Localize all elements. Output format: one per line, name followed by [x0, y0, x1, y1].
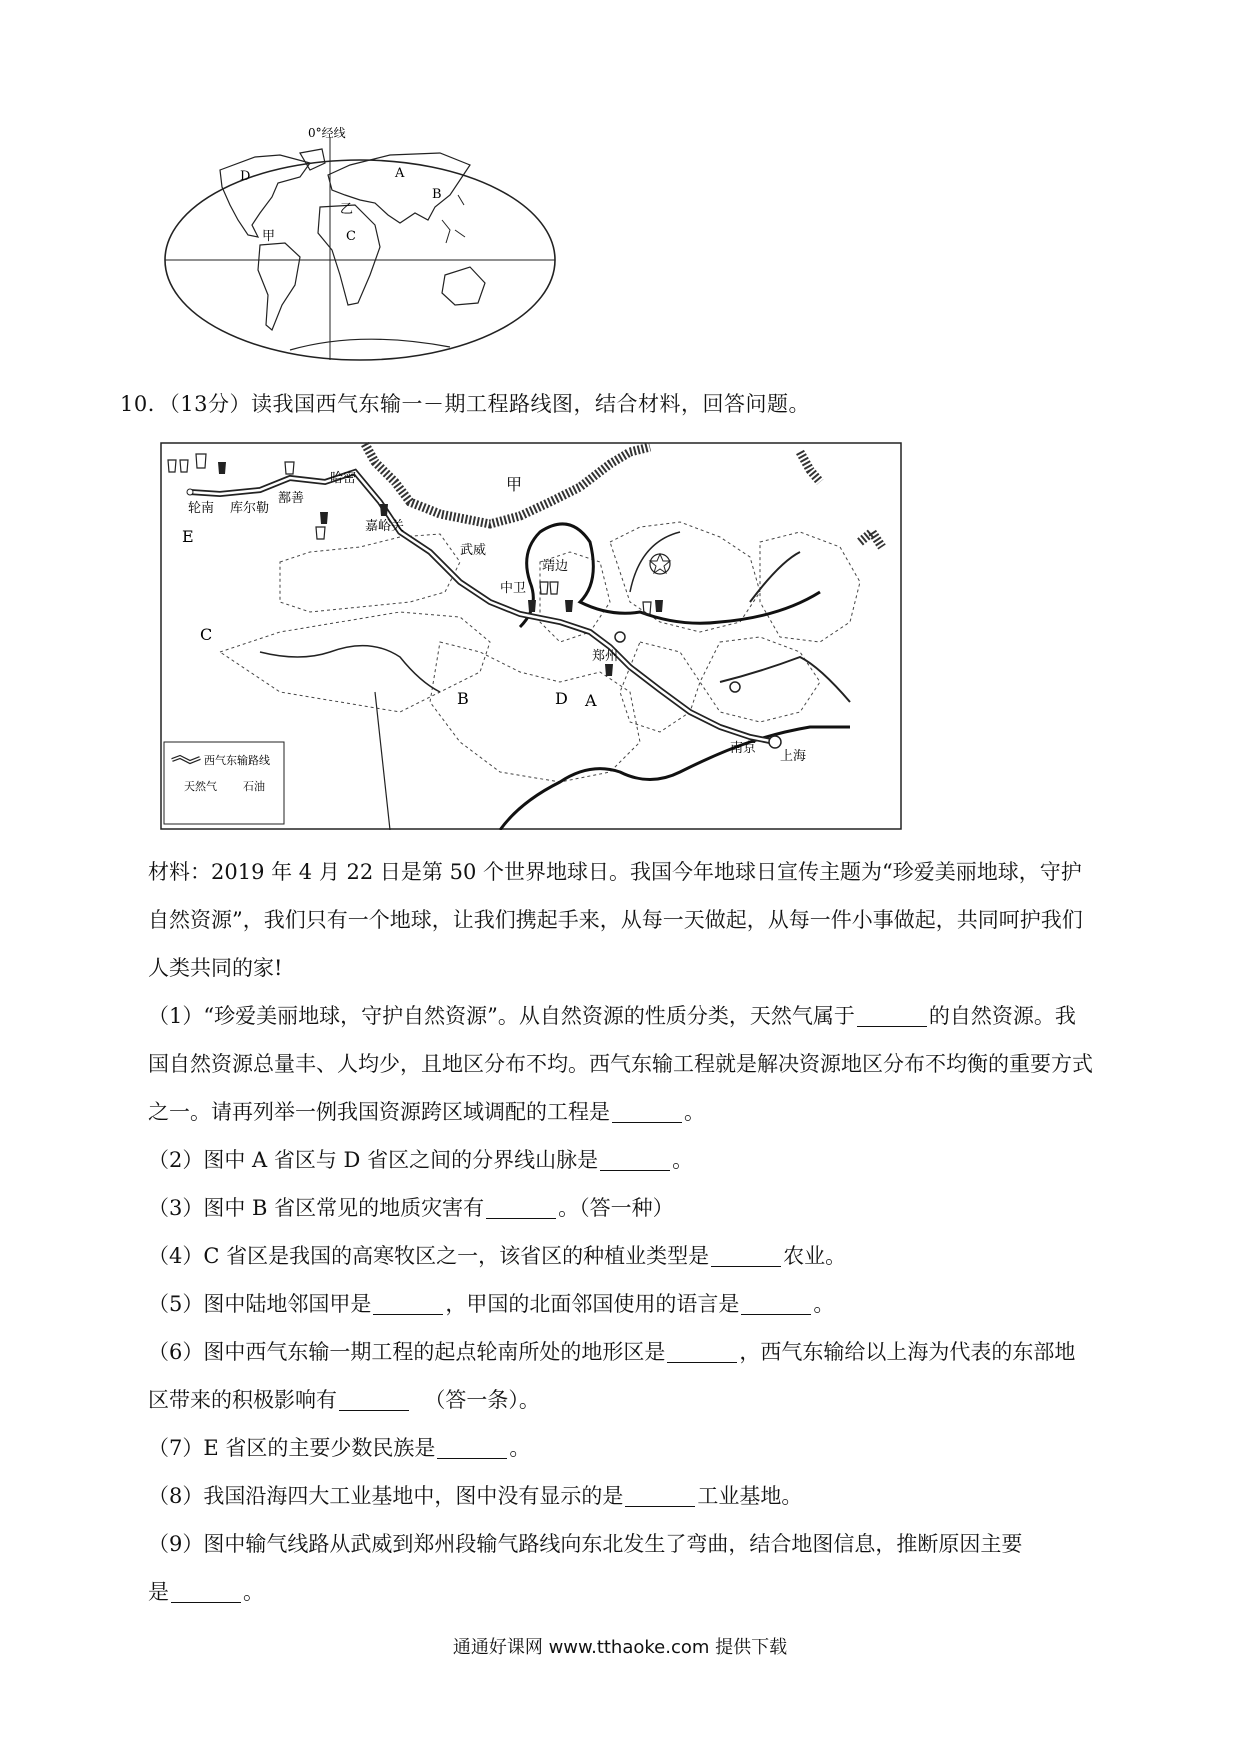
city-shanghai: 上海: [780, 749, 807, 764]
q2-text-b: 。: [672, 1148, 694, 1172]
city-zhongwei: 中卫: [500, 581, 527, 596]
q9-line-1: [148, 1520, 1123, 1568]
material-section: [148, 848, 1123, 992]
world-label-jia: 甲: [262, 229, 276, 244]
q1-text-e: 。: [684, 1100, 705, 1124]
q5-line: [148, 1280, 1123, 1328]
region-e: E: [182, 527, 194, 546]
page-footer: 通通好课网 www.tthaoke.com 提供下载: [452, 1637, 788, 1658]
world-label-a: A: [395, 166, 405, 181]
questions-section: [148, 992, 1123, 1616]
q4-text-b: 农业。: [783, 1244, 847, 1268]
world-label-d: D: [240, 169, 251, 184]
q9-blank[interactable]: [171, 1580, 241, 1603]
china-pipeline-map: [160, 442, 902, 830]
q9-text-b: 是: [148, 1580, 169, 1604]
q9-line-2: [148, 1568, 1123, 1616]
q1-blank-2[interactable]: [612, 1100, 682, 1123]
city-wuwei: 武威: [460, 543, 487, 558]
city-kuerle: 库尔勒: [230, 501, 270, 516]
world-label-c: C: [346, 229, 356, 244]
q6-line-2: [148, 1376, 1123, 1424]
q2-blank[interactable]: [600, 1148, 670, 1171]
q1-text-c: 国自然资源总量丰、人均少，且地区分布不均。西气东输工程就是解决资源地区分布不均衡的重要方式: [148, 1052, 1093, 1076]
q1-line-1: [148, 992, 1123, 1040]
q7-line: [148, 1424, 1123, 1472]
q4-text-a: （4）C 省区是我国的高寒牧区之一，该省区的种植业类型是: [148, 1244, 710, 1268]
q7-text-a: （7）E 省区的主要少数民族是: [148, 1436, 436, 1460]
q7-text-b: 。: [509, 1436, 531, 1460]
q6-line-1: [148, 1328, 1123, 1376]
region-a: A: [585, 691, 597, 710]
q3-text-b: 。（答一种）: [558, 1196, 674, 1220]
q7-blank[interactable]: [437, 1436, 507, 1459]
material-line-1: 材料：2019 年 4 月 22 日是第 50 个世界地球日。我国今年地球日宣传主题为“珍爱美丽地球，守护: [148, 860, 1082, 884]
question-10-header: 10．（13分）读我国西气东输一－期工程路线图，结合材料，回答问题。: [120, 392, 810, 416]
region-d: D: [555, 689, 568, 708]
q6-text-c: 区带来的积极影响有: [148, 1388, 337, 1412]
q8-line: [148, 1472, 1123, 1520]
q6-blank-1[interactable]: [667, 1340, 737, 1363]
city-zhengzhou: 郑州: [592, 649, 619, 664]
q5-blank-2[interactable]: [741, 1292, 811, 1315]
city-jiayuguan: 嘉峪关: [365, 519, 405, 534]
q6-blank-2[interactable]: [339, 1388, 409, 1411]
world-label-b: B: [432, 187, 442, 202]
legend-oil-label: 石油: [243, 780, 265, 793]
material-line-3: 人类共同的家!: [148, 956, 283, 980]
q1-text-b: 的自然资源。我: [928, 1004, 1076, 1028]
meridian-label: 0°经线: [308, 126, 346, 140]
q6-text-a: （6）图中西气东输一期工程的起点轮南所处的地形区是: [148, 1340, 666, 1364]
map-legend: [164, 742, 284, 824]
region-jia: 甲: [506, 475, 523, 494]
q1-text-d: 之一。请再列举一例我国资源跨区域调配的工程是: [148, 1100, 610, 1124]
q8-text-b: 工业基地。: [697, 1484, 803, 1508]
q3-line: [148, 1184, 1123, 1232]
city-lunnan: 轮南: [188, 501, 215, 516]
q6-text-b: ，西气东输给以上海为代表的东部地: [739, 1340, 1076, 1364]
q4-blank[interactable]: [711, 1244, 781, 1267]
q3-blank[interactable]: [486, 1196, 556, 1219]
q2-line: [148, 1136, 1123, 1184]
q3-text-a: （3）图中 B 省区常见的地质灾害有: [148, 1196, 485, 1220]
material-line-2: 自然资源”，我们只有一个地球，让我们携起手来，从每一天做起，从每一件小事做起，共同呵护我们: [148, 908, 1083, 932]
world-label-yi: 乙: [340, 202, 354, 217]
region-b: B: [457, 689, 469, 708]
q8-blank[interactable]: [625, 1484, 695, 1507]
q9-text-a: （9）图中输气线路从武威到郑州段输气路线向东北发生了弯曲，结合地图信息，推断原因主要: [148, 1532, 1023, 1556]
q1-line-2: [148, 1040, 1123, 1088]
world-map: [160, 125, 560, 365]
q1-text-a: （1）“珍爱美丽地球，守护自然资源”。从自然资源的性质分类，天然气属于: [148, 1004, 855, 1028]
region-c: C: [200, 625, 213, 644]
q6-text-d: （答一条）。: [424, 1388, 540, 1412]
q1-blank-1[interactable]: [857, 1004, 927, 1027]
city-nanjing: 南京: [730, 741, 757, 756]
q1-line-3: [148, 1088, 1123, 1136]
legend-route-label: 西气东输路线: [204, 754, 270, 767]
legend-gas-label: 天然气: [184, 780, 217, 793]
q2-text-a: （2）图中 A 省区与 D 省区之间的分界线山脉是: [148, 1148, 599, 1172]
q8-text-a: （8）我国沿海四大工业基地中，图中没有显示的是: [148, 1484, 624, 1508]
q5-text-c: 。: [813, 1292, 835, 1316]
city-jingbian: 靖边: [542, 559, 569, 574]
city-hami: 哈密: [330, 471, 357, 486]
q4-line: [148, 1232, 1123, 1280]
q5-blank-1[interactable]: [373, 1292, 443, 1315]
q5-text-b: ，甲国的北面邻国使用的语言是: [445, 1292, 740, 1316]
city-shanshan: 鄯善: [278, 491, 305, 506]
q5-text-a: （5）图中陆地邻国甲是: [148, 1292, 372, 1316]
q9-text-c: 。: [243, 1580, 264, 1604]
